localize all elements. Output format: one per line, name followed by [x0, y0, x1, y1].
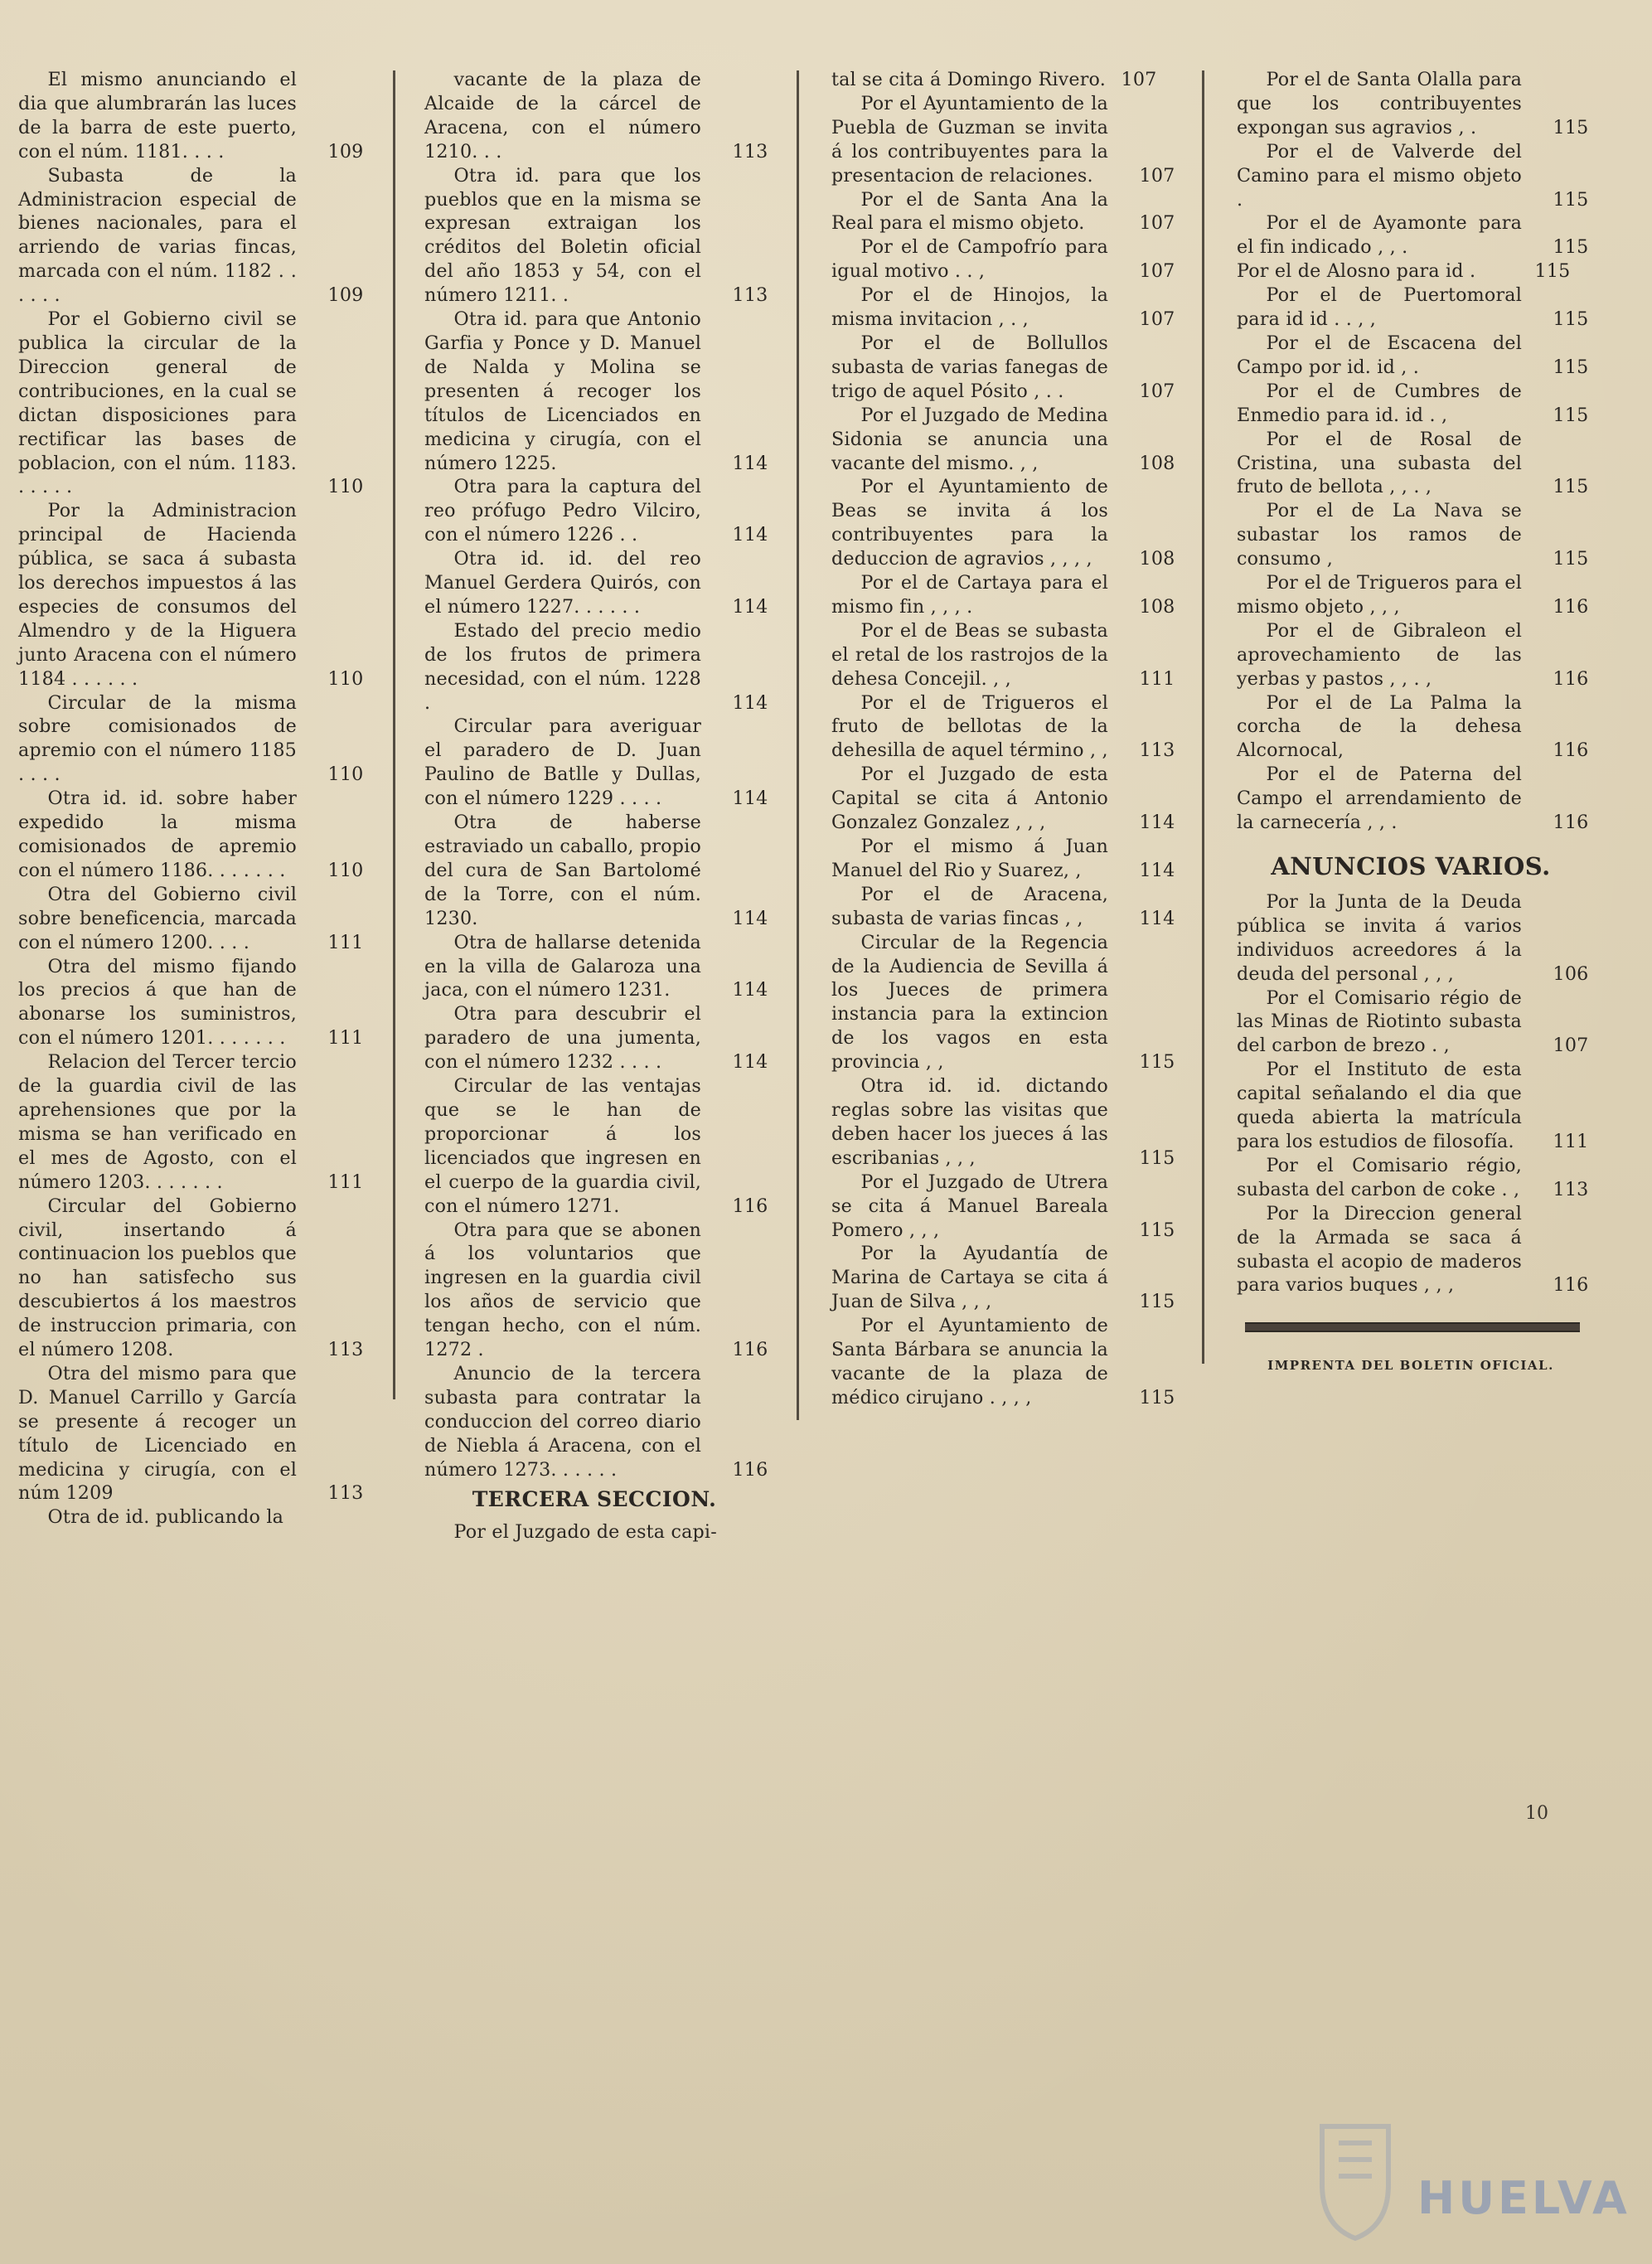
entry-page-number: 114 — [732, 595, 768, 618]
entry-text: Por el de La Nava se subastar los ramos de consumo , — [1237, 500, 1522, 570]
entry-text: Otra id. id. sobre haber expedido la misma comisionados de apremio con el número 1186. . . . . . . — [18, 788, 297, 881]
anuncios-entries — [1237, 890, 1589, 1297]
entry-page-number: 114 — [732, 979, 768, 1001]
entry-text: vacante de la plaza de Alcaide de la cárcel de Aracena, con el número 1210. . . — [424, 69, 701, 162]
entry-text: Por el de Bollullos subasta de varias fanegas de trigo de aquel Pósito , . . — [831, 332, 1108, 402]
ornamental-divider — [1245, 1322, 1580, 1332]
entry-text: Circular de las ventajas que se le han de proporcionar á los licenciados que ingresen en el cuerpo de la guardia civil, con el número 1271. — [424, 1075, 701, 1217]
entry-page-number: 116 — [732, 1195, 768, 1217]
entry-text: Otra para la captura del reo prófugo Pedro Vilciro, con el número 1226 . . — [424, 476, 701, 546]
entry-text: Otra para descubrir el paradero de una jumenta, con el número 1232 . . . . — [424, 1003, 701, 1074]
index-entry — [831, 475, 1175, 571]
entry-page-number: 114 — [732, 524, 768, 546]
entry-page-number: 106 — [1553, 962, 1589, 985]
entry-text: Por el de Santa Olalla para que los contribuyentes expongan sus agravios , . — [1237, 69, 1522, 138]
entry-text: Por el de Cartaya para el mismo fin , , , . — [831, 572, 1108, 618]
index-entry — [831, 835, 1175, 883]
entry-page-number: 113 — [1139, 739, 1175, 762]
index-entry — [18, 883, 364, 955]
index-entry — [831, 68, 1171, 92]
index-entry — [831, 763, 1175, 835]
index-entry — [1237, 1202, 1589, 1298]
entry-text: Por el Instituto de esta capital señalando el dia que queda abierta la matrícula para los estudios de filosofía. — [1237, 1059, 1522, 1152]
entry-page-number: 115 — [1553, 548, 1589, 570]
entry-page-number: 111 — [327, 1027, 364, 1050]
entry-page-number: 113 — [327, 1482, 364, 1505]
entry-text: Otra de hallarse detenida en la villa de Galaroza una jaca, con el número 1231. — [424, 931, 701, 1001]
entry-text: Por el de Alosno para id . — [1237, 260, 1476, 283]
entry-page-number: 111 — [327, 1171, 364, 1193]
entry-text: Otra id. para que los pueblos que en la misma se expresan extraigan los créditos del Boletin oficial del año 1853 y 54, con el número 1211. . — [424, 164, 701, 307]
entry-text: Otra de id. publicando la — [47, 1506, 284, 1529]
entry-page-number: 115 — [1553, 476, 1589, 498]
entry-text: Por el Juzgado de esta Capital se cita á Antonio Gonzalez Gonzalez , , , — [831, 764, 1108, 834]
entry-page-number: 109 — [327, 284, 364, 307]
entry-page-number: 114 — [732, 1051, 768, 1074]
section-entry-intro: Por el Juzgado de esta capi- — [453, 1521, 717, 1544]
entry-page-number: 107 — [1139, 212, 1175, 235]
entry-text: Por el de Trigueros el fruto de bellotas de la dehesilla de aquel término , , — [831, 691, 1108, 762]
entry-text: Otra de haberse estraviado un caballo, propio del cura de San Bartolomé de la Torre, con el núm. 1230. — [424, 812, 701, 929]
index-entry — [18, 1505, 360, 1530]
entry-page-number: 107 — [1139, 380, 1175, 402]
imprint-line: IMPRENTA DEL BOLETIN OFICIAL. — [1267, 1358, 1554, 1374]
index-entry — [424, 68, 768, 164]
column-2-entries — [424, 68, 768, 1481]
entry-page-number: 114 — [1139, 812, 1175, 834]
entry-page-number: 111 — [1553, 1130, 1589, 1152]
index-entry — [831, 883, 1175, 931]
entry-page-number: 111 — [1139, 667, 1175, 690]
entry-text: Por el Gobierno civil se publica la circular de la Direccion general de contribuciones, en la cual se dictan disposiciones para rectificar las bases de poblacion, con el núm. 1183. . . . . . — [18, 308, 297, 498]
entry-page-number: 110 — [327, 667, 364, 690]
entry-text: Por el Ayuntamiento de la Puebla de Guzman se invita á los contribuyentes para la presentacion de relaciones. — [831, 92, 1108, 187]
stamp-text: HUELVA — [1417, 2172, 1630, 2224]
index-entry — [424, 547, 768, 619]
index-entry — [831, 619, 1175, 691]
index-column-4 — [1237, 68, 1589, 1378]
entry-page-number: 116 — [732, 1458, 768, 1481]
entry-page-number: 113 — [1553, 1178, 1589, 1200]
index-entry — [831, 332, 1175, 404]
entry-page-number: 108 — [1139, 452, 1175, 474]
section-heading-anuncios: ANUNCIOS VARIOS. — [1271, 852, 1551, 880]
entry-text: Relacion del Tercer tercio de la guardia civil de las aprehensiones que por la misma se han verificado en el mes de Agosto, con el número 1203. . . . . . . — [18, 1051, 297, 1193]
index-entry — [831, 92, 1175, 188]
index-entry — [18, 164, 364, 308]
index-entry — [18, 1195, 364, 1362]
entry-page-number: 114 — [732, 452, 768, 474]
entry-page-number: 110 — [327, 859, 364, 881]
index-column-3 — [831, 68, 1175, 1410]
index-entry — [18, 308, 364, 499]
index-entry — [1237, 428, 1589, 500]
entry-text: Circular de la Regencia de la Audiencia de Sevilla á los Jueces de primera instancia para la extincion de los vagos en esta provincia , , — [831, 931, 1108, 1074]
index-entry — [1237, 763, 1589, 835]
index-entry — [424, 164, 768, 308]
entry-page-number: 115 — [1139, 1386, 1175, 1408]
index-entry — [831, 404, 1175, 476]
entry-text: Por el Juzgado de Medina Sidonia se anuncia una vacante del mismo. , , — [831, 404, 1108, 474]
index-entry — [831, 1171, 1175, 1243]
entry-text: Por el de Rosal de Cristina, una subasta del fruto de bellota , , . , — [1237, 428, 1522, 498]
index-column-2 — [424, 68, 768, 1544]
entry-page-number: 116 — [1553, 1274, 1589, 1297]
index-entry — [831, 235, 1175, 284]
entry-page-number: 115 — [1553, 236, 1589, 259]
index-entry — [424, 1362, 768, 1482]
entry-text: Circular para averiguar el paradero de D. Juan Paulino de Batlle y Dullas, con el número 1229 . . . . — [424, 715, 701, 810]
entry-text: Anuncio de la tercera subasta para contratar la conduccion del correo diario de Niebla á Aracena, con el número 1273. . . . . . — [424, 1362, 701, 1481]
index-entry — [424, 931, 768, 1003]
entry-text: Otra del mismo para que D. Manuel Carrillo y García se presente á recoger un título de Licenciado en medicina y cirugía, con el núm 1209 — [18, 1362, 297, 1505]
entry-page-number: 114 — [732, 907, 768, 929]
index-entry — [1237, 499, 1589, 571]
entry-text: El mismo anunciando el dia que alumbrarán las luces de la barra de este puerto, con el núm. 1181. . . . — [18, 69, 297, 162]
entry-page-number: 116 — [732, 1339, 768, 1361]
entry-text: Por la Junta de la Deuda pública se invita á varios individuos acreedores á la deuda del personal , , , — [1237, 890, 1522, 985]
entry-page-number: 108 — [1139, 548, 1175, 570]
entry-text: Por la Ayudantía de Marina de Cartaya se cita á Juan de Silva , , , — [831, 1243, 1108, 1313]
index-entry — [424, 1074, 768, 1218]
entry-page-number: 107 — [1139, 308, 1175, 331]
entry-page-number: 109 — [327, 140, 364, 162]
entry-text: Por el de Beas se subasta el retal de los rastrojos de la dehesa Concejil. , , — [831, 619, 1108, 690]
entry-page-number: 115 — [1553, 188, 1589, 211]
index-entry — [831, 1314, 1175, 1410]
entry-page-number: 113 — [732, 140, 768, 162]
entry-text: Por el de Valverde del Camino para el mismo objeto . — [1237, 140, 1522, 211]
index-entry — [1237, 211, 1589, 259]
entry-page-number: 110 — [327, 764, 364, 786]
index-entry — [1237, 890, 1589, 987]
entry-page-number: 111 — [327, 931, 364, 953]
index-entry — [1237, 691, 1589, 764]
entry-page-number: 115 — [1139, 1291, 1175, 1313]
entry-page-number: 115 — [1553, 116, 1589, 138]
entry-page-number: 115 — [1553, 308, 1589, 331]
index-entry — [1237, 987, 1589, 1059]
entry-page-number: 114 — [732, 691, 768, 714]
entry-text: Otra del mismo fijando los precios á que han de abonarse los suministros, con el número 1201. . . . . . . — [18, 955, 297, 1050]
entry-page-number: 110 — [327, 476, 364, 498]
index-entry — [424, 811, 768, 931]
entry-page-number: 115 — [1139, 1219, 1175, 1241]
index-entry — [831, 1074, 1175, 1171]
entry-text: Por el de Santa Ana la Real para el mismo objeto. — [831, 188, 1108, 235]
entry-text: Otra id. para que Antonio Garfia y Ponce y D. Manuel de Nalda y Molina se presenten á recoger los títulos de Licenciados en medicina y cirugía, con el número 1225. — [424, 308, 701, 474]
entry-page-number: 113 — [327, 1339, 364, 1361]
entry-page-number: 114 — [1139, 907, 1175, 929]
entry-text: Estado del precio medio de los frutos de primera necesidad, con el núm. 1228 . — [424, 619, 701, 714]
index-entry — [1237, 259, 1585, 284]
column-rule — [1202, 70, 1204, 1364]
entry-text: Por el Comisario régio, subasta del carbon de coke . , — [1237, 1154, 1522, 1200]
index-entry — [424, 715, 768, 811]
index-entry — [1237, 571, 1589, 619]
index-entry — [1237, 332, 1589, 380]
page-number: 10 — [1525, 1803, 1548, 1824]
column-4-entries — [1237, 68, 1589, 835]
index-entry — [831, 931, 1175, 1074]
index-entry — [424, 475, 768, 547]
entry-text: Por el de Trigueros para el mismo objeto , , , — [1237, 572, 1522, 618]
index-entry — [18, 1050, 364, 1194]
index-entry — [831, 691, 1175, 764]
entry-text: Subasta de la Administracion especial de bienes nacionales, para el arriendo de varias fincas, marcada con el núm. 1182 . . . . . . — [18, 164, 297, 307]
entry-text: Por el de Aracena, subasta de varias fincas , , — [831, 883, 1108, 929]
entry-page-number: 115 — [1139, 1147, 1175, 1169]
entry-text: Por el de Hinojos, la misma invitacion , . , — [831, 284, 1108, 331]
index-entry — [18, 499, 364, 691]
entry-page-number: 114 — [1139, 859, 1175, 881]
index-entry — [1237, 68, 1589, 140]
entry-text: Por el Juzgado de Utrera se cita á Manuel Bareala Pomero , , , — [831, 1171, 1108, 1241]
entry-page-number: 107 — [1139, 260, 1175, 283]
index-entry — [1237, 619, 1589, 691]
entry-page-number: 114 — [732, 788, 768, 810]
index-entry — [831, 284, 1175, 332]
entry-text: Por el de Paterna del Campo el arrendamiento de la carnecería , , . — [1237, 764, 1522, 834]
entry-page-number: 107 — [1139, 164, 1175, 187]
entry-text: Por el Comisario régio de las Minas de Riotinto subasta del carbon de brezo . , — [1237, 987, 1522, 1057]
entry-text: Otra para que se abonen á los voluntarios que ingresen en la guardia civil los años de servicio que tengan hecho, con el núm. 1272 . — [424, 1219, 701, 1361]
column-rule — [797, 70, 799, 1420]
entry-text: tal se cita á Domingo Rivero. — [831, 69, 1106, 90]
entry-text: Por el mismo á Juan Manuel del Rio y Suarez, , — [831, 836, 1108, 881]
entry-page-number: 115 — [1139, 1051, 1175, 1074]
entry-text: Circular de la misma sobre comisionados de apremio con el número 1185 . . . . — [18, 691, 297, 786]
entry-page-number: 116 — [1553, 667, 1589, 690]
entry-text: Por la Administracion principal de Hacienda pública, se saca á subasta los derechos impuestos á las especies de consumos del Almendro y de la Higuera junto Aracena con el número 1184 . . . . . . — [18, 500, 297, 690]
index-entry — [831, 571, 1175, 619]
entry-text: Circular del Gobierno civil, insertando á continuacion los pueblos que no han satisfecho sus descubiertos á los maestros de instruccion primaria, con el número 1208. — [18, 1195, 297, 1361]
index-entry — [18, 955, 364, 1051]
entry-page-number: 115 — [1553, 404, 1589, 426]
entry-page-number: 116 — [1553, 739, 1589, 762]
index-entry — [1237, 140, 1589, 212]
entry-page-number: 107 — [1121, 69, 1157, 90]
entry-text: Por el de Escacena del Campo por id. id , . — [1237, 332, 1522, 378]
entry-page-number: 113 — [732, 284, 768, 307]
entry-text: Por el de Puertomoral para id id . . , , — [1237, 284, 1522, 331]
section-heading-tercera: TERCERA SECCION. — [472, 1487, 717, 1512]
index-entry — [831, 188, 1175, 236]
index-entry — [18, 68, 364, 164]
index-column-1 — [18, 68, 364, 1530]
entry-text: Por el de La Palma la corcha de la dehesa Alcornocal, — [1237, 691, 1522, 762]
column-rule — [393, 70, 395, 1399]
index-entry — [1237, 380, 1589, 428]
entry-text: Otra del Gobierno civil sobre beneficencia, marcada con el número 1200. . . . — [18, 883, 297, 953]
entry-text: Por el Ayuntamiento de Beas se invita á los contribuyentes para la deduccion de agravios , , , , — [831, 476, 1108, 570]
entry-page-number: 115 — [1534, 260, 1571, 283]
entry-page-number: 108 — [1139, 595, 1175, 618]
entry-page-number: 116 — [1553, 595, 1589, 618]
entry-text: Por el de Campofrío para igual motivo . . , — [831, 236, 1108, 283]
entry-text: Por el de Gibraleon el aprovechamiento de las yerbas y pastos , , . , — [1237, 619, 1522, 690]
index-entry — [424, 1219, 768, 1362]
index-entry — [1237, 1058, 1589, 1154]
index-entry — [424, 619, 768, 715]
entry-text: Por la Direccion general de la Armada se saca á subasta el acopio de maderos para varios buques , , , — [1237, 1202, 1522, 1297]
entry-text: Por el de Ayamonte para el fin indicado , , . — [1237, 212, 1522, 259]
entry-page-number: 115 — [1553, 356, 1589, 378]
index-entry — [18, 691, 364, 788]
index-entry — [18, 1362, 364, 1505]
index-entry — [1237, 284, 1589, 332]
entry-text: Otra id. id. dictando reglas sobre las visitas que deben hacer los jueces á las escribanias , , , — [831, 1075, 1108, 1169]
entry-page-number: 107 — [1553, 1035, 1589, 1057]
index-entry — [18, 787, 364, 883]
entry-page-number: 116 — [1553, 812, 1589, 834]
entry-text: Por el Ayuntamiento de Santa Bárbara se anuncia la vacante de la plaza de médico cirujano . , , , — [831, 1315, 1108, 1408]
index-entry — [1237, 1154, 1589, 1202]
index-entry — [424, 1002, 768, 1074]
index-entry — [424, 308, 768, 475]
index-entry — [831, 1242, 1175, 1314]
entry-text: Por el de Cumbres de Enmedio para id. id . , — [1237, 380, 1522, 426]
entry-text: Otra id. id. del reo Manuel Gerdera Quirós, con el número 1227. . . . . . — [424, 548, 701, 618]
